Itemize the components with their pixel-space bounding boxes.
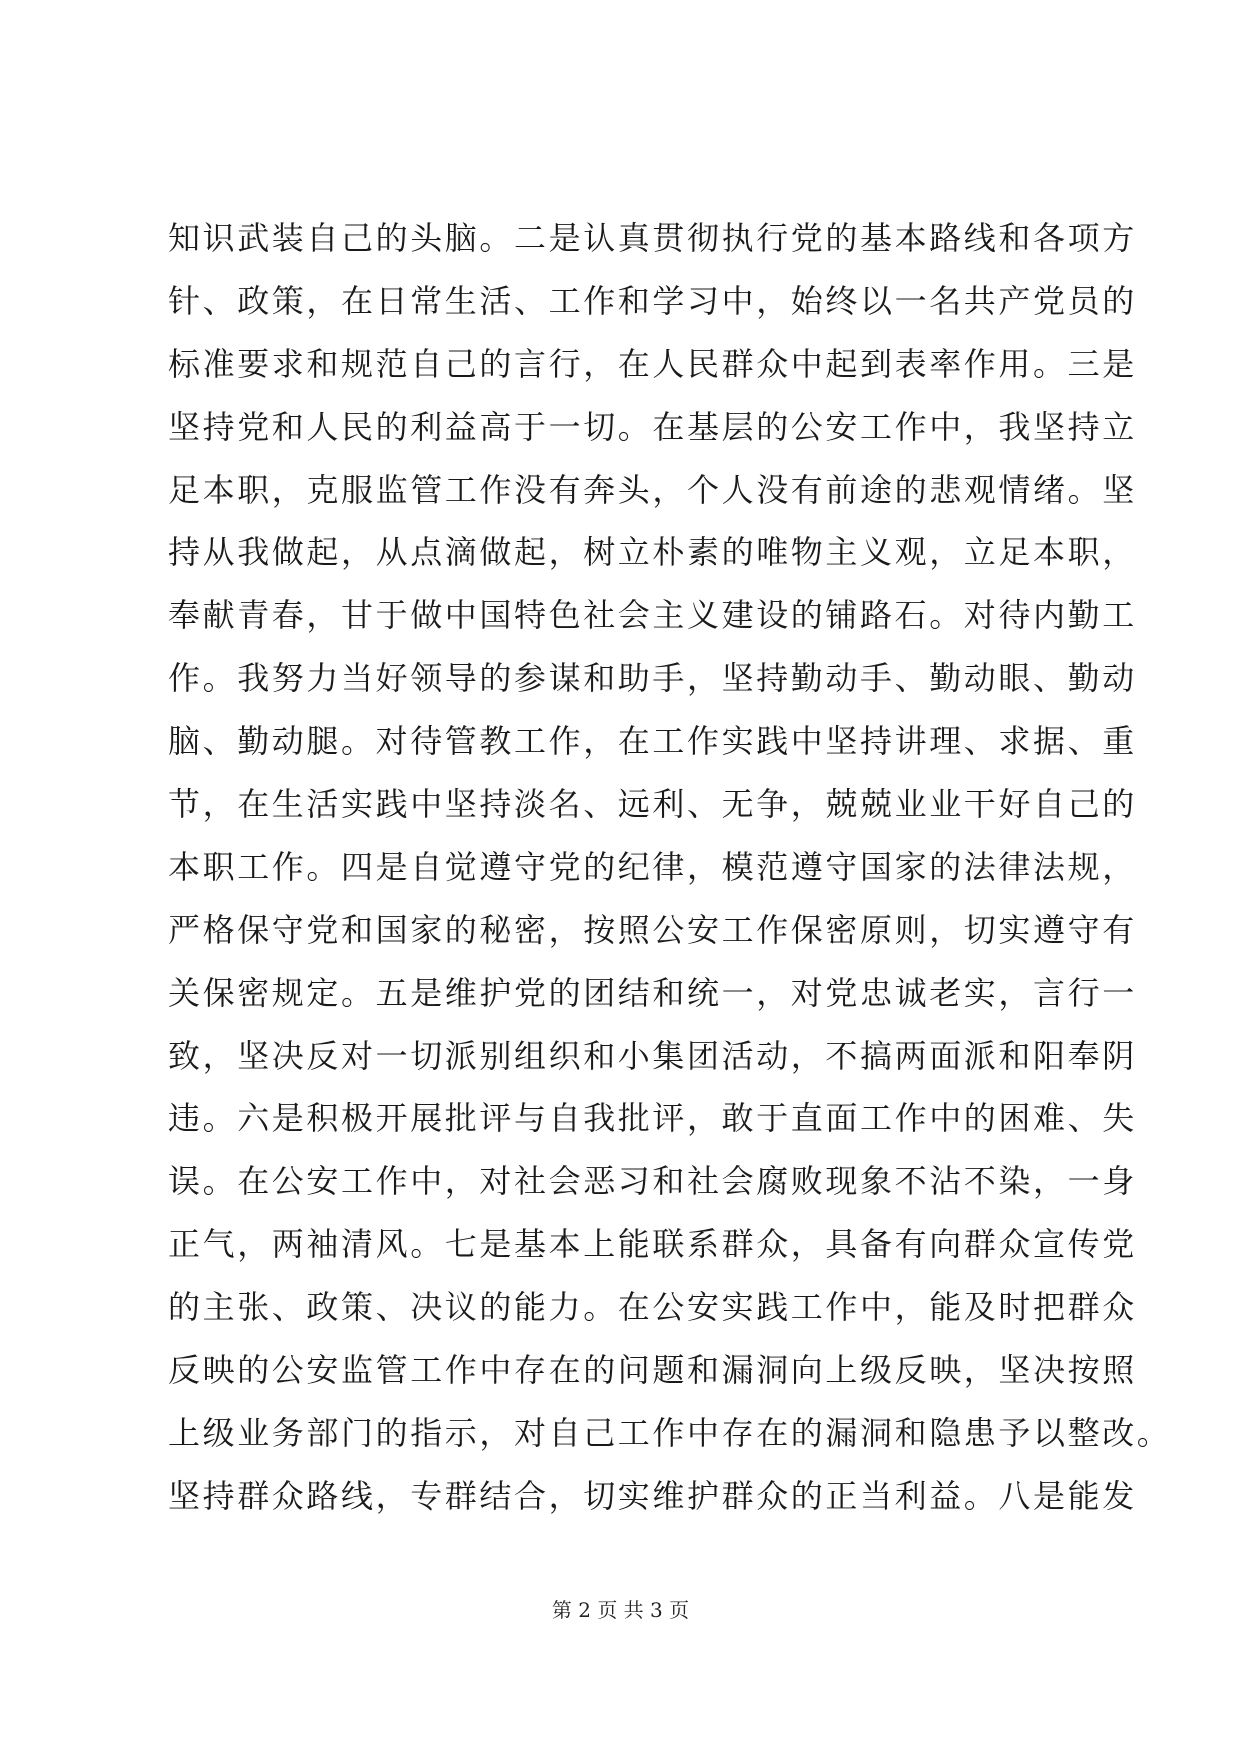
text-line: 针、政策，在日常生活、工作和学习中，始终以一名共产党员的: [168, 281, 1137, 320]
text-line: 的主张、政策、决议的能力。在公安实践工作中，能及时把群众: [168, 1288, 1137, 1327]
text-line: 标准要求和规范自己的言行，在人民群众中起到表率作用。三是: [168, 344, 1137, 383]
text-line: 作。我努力当好领导的参谋和助手，坚持勤动手、勤动眼、勤动: [168, 659, 1137, 698]
text-line: 违。六是积极开展批评与自我批评，敢于直面工作中的困难、失: [168, 1099, 1137, 1138]
text-line: 节，在生活实践中坚持淡名、远利、无争，兢兢业业干好自己的: [168, 785, 1137, 824]
text-line: 反映的公安监管工作中存在的问题和漏洞向上级反映，坚决按照: [168, 1351, 1137, 1390]
text-line: 上级业务部门的指示，对自己工作中存在的漏洞和隐患予以整改。: [168, 1413, 1172, 1452]
text-line: 致，坚决反对一切派别组织和小集团活动，不搞两面派和阳奉阴: [168, 1036, 1137, 1075]
page-number-footer: 第 2 页 共 3 页: [551, 1598, 690, 1622]
text-line: 坚持群众路线，专群结合，切实维护群众的正当利益。八是能发: [168, 1476, 1137, 1515]
text-line: 严格保守党和国家的秘密，按照公安工作保密原则，切实遵守有: [168, 910, 1137, 949]
text-line: 误。在公安工作中，对社会恶习和社会腐败现象不沾不染，一身: [168, 1162, 1137, 1201]
text-line: 坚持党和人民的利益高于一切。在基层的公安工作中，我坚持立: [168, 407, 1137, 446]
text-line: 关保密规定。五是维护党的团结和统一，对党忠诚老实，言行一: [168, 973, 1137, 1012]
text-line: 脑、勤动腿。对待管教工作，在工作实践中坚持讲理、求据、重: [168, 722, 1137, 761]
body-text: [168, 207, 1172, 1528]
text-line: 知识武装自己的头脑。二是认真贯彻执行党的基本路线和各项方: [168, 219, 1137, 257]
text-line: 本职工作。四是自觉遵守党的纪律，模范遵守国家的法律法规，: [168, 847, 1137, 886]
text-line: 奉献青春，甘于做中国特色社会主义建设的铺路石。对待内勤工: [168, 596, 1137, 635]
text-line: 持从我做起，从点滴做起，树立朴素的唯物主义观，立足本职，: [168, 533, 1137, 572]
text-line: 足本职，克服监管工作没有奔头，个人没有前途的悲观情绪。坚: [168, 470, 1137, 509]
text-line: 正气，两袖清风。七是基本上能联系群众，具备有向群众宣传党: [168, 1225, 1137, 1264]
